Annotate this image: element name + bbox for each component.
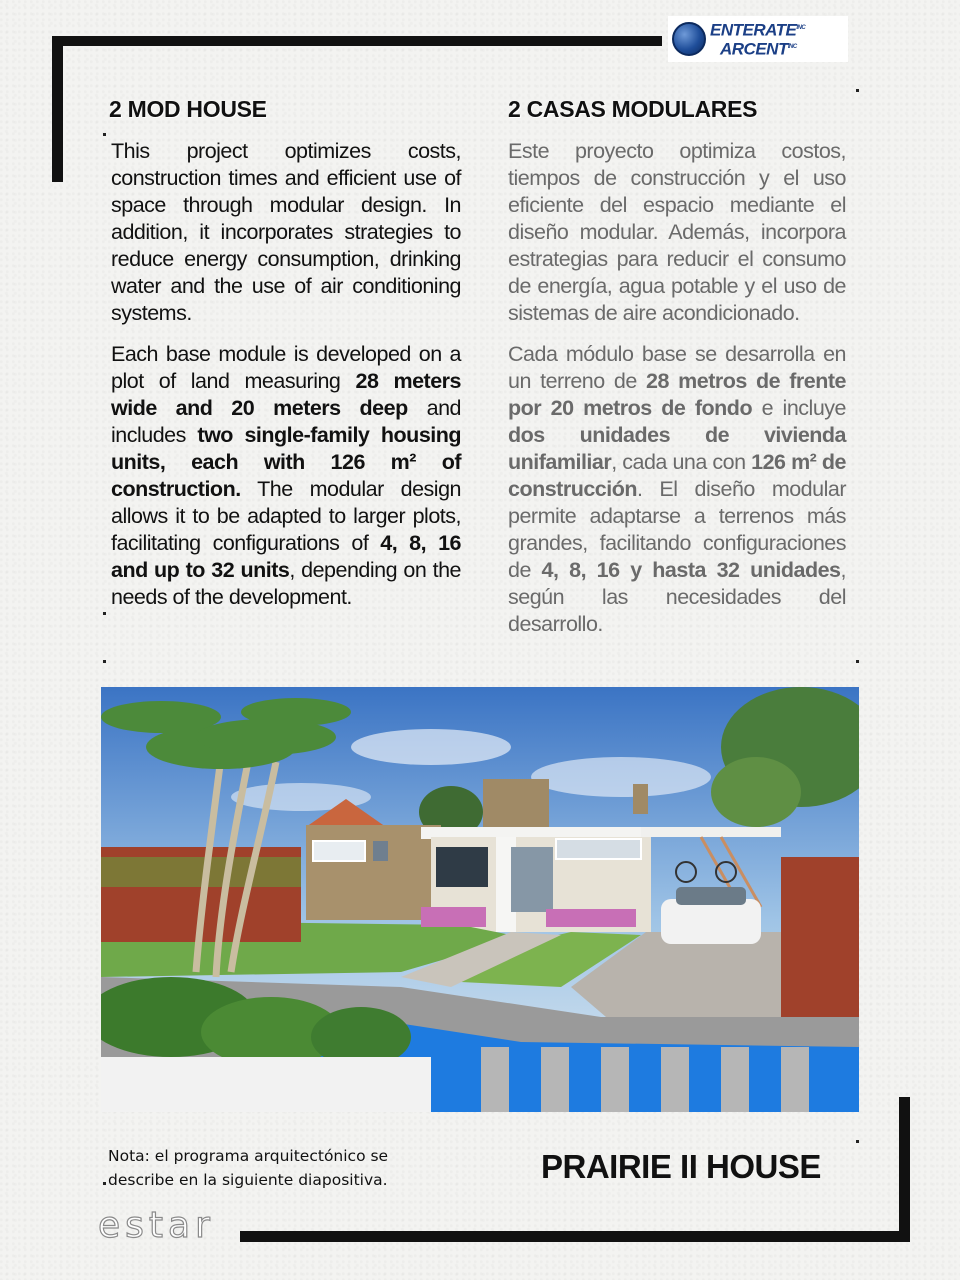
house-name-title: PRAIRIE II HOUSE (541, 1148, 821, 1185)
frame-left-bar (52, 36, 63, 182)
globe-icon (672, 22, 706, 56)
decorative-dot (856, 89, 859, 92)
frame-top-bar (52, 36, 662, 46)
logo-line-2: $ARCENT^{INC}$ (720, 39, 797, 59)
english-column (111, 138, 461, 625)
footnote: Nota: el programa arquitectónico se describe en la siguiente diapositiva. (108, 1147, 389, 1189)
spanish-paragraph-2: Cada módulo base se desarrolla en un terreno de 28 metros de frente por 20 metros de fondo e incluye dos unidades de vivienda unifamiliar, cada una con 126 m² de construcción. El diseño modular permite adaptarse a terrenos más grandes, facilitando configuraciones de 4, 8, 16 y hasta 32 unidades, según las necesidades del desarrollo. (508, 342, 846, 636)
estar-brand-logo: estar (98, 1205, 215, 1246)
decorative-dot (103, 660, 106, 663)
decorative-dot (103, 133, 106, 136)
english-paragraph-1: This project optimizes costs, construction times and efficient use of space through modular design. In addition, it incorporates strategies to reduce energy consumption, drinking water and the use of air conditioning systems. (111, 139, 461, 325)
decorative-dot (103, 612, 106, 615)
frame-right-bar (899, 1097, 910, 1242)
spanish-heading: 2 CASAS MODULARES (508, 96, 758, 122)
english-heading: 2 MOD HOUSE (109, 96, 267, 122)
company-logo (668, 16, 848, 62)
decorative-dot (103, 1182, 106, 1185)
house-rendering-image (101, 687, 859, 1112)
spanish-paragraph-1: Este proyecto optimiza costos, tiempos de construcción y el uso eficiente del espacio mediante el diseño modular. Además, incorpora estrategias para reducir el consumo de energía, agua potable y el uso de sistemas de aire acondicionado. (508, 139, 846, 325)
english-paragraph-2: Each base module is developed on a plot of land measuring 28 meters wide and 20 meters deep and includes two single-family housing units, each with 126 m² of construction. The modular design allows it to be adapted to larger plots, facilitating configurations of 4, 8, 16 and up to 32 units, depending on the needs of the development. (111, 342, 462, 609)
frame-bottom-bar (240, 1231, 910, 1242)
decorative-dot (856, 660, 859, 663)
logo-line-1: $ENTERATE^{INC}$ (710, 21, 806, 40)
spanish-column (508, 138, 846, 652)
decorative-dot (856, 1140, 859, 1143)
